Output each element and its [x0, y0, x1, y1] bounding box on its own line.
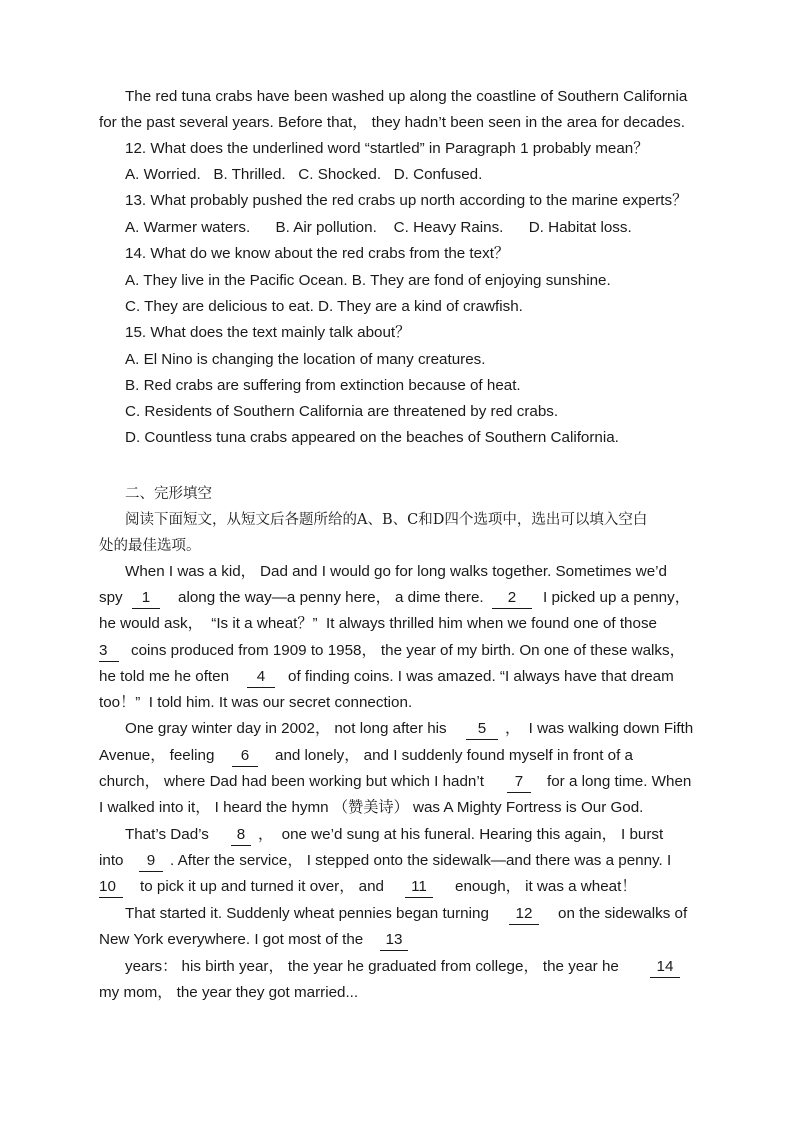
- cloze-text: church， where Dad had been working but which I hadn’t: [99, 773, 484, 790]
- cloze-text: New York everywhere. I got most of the: [99, 931, 364, 948]
- question-options: A. El Nino is changing the location of many creatures.: [125, 351, 486, 368]
- cloze-text: . After the service， I stepped onto the sidewalk—and there was a penny. I: [170, 852, 672, 869]
- cloze-line: he would ask， “Is it a wheat？” It always thrilled him when we found one of those: [99, 615, 657, 632]
- cloze-text: along the way—a penny here， a dime there.: [178, 589, 484, 606]
- cloze-text: on the sidewalks of: [558, 905, 688, 922]
- question-options: B. Red crabs are suffering from extinction because of heat.: [125, 377, 521, 394]
- cloze-blank-13[interactable]: 13: [380, 930, 408, 951]
- cloze-blank-8[interactable]: 8: [231, 825, 251, 846]
- cloze-text: spy: [99, 589, 123, 606]
- question-stem: 15. What does the text mainly talk about？: [125, 324, 411, 341]
- question-options: A. Worried. B. Thrilled. C. Shocked. D. Confused.: [125, 166, 483, 183]
- cloze-blank-9[interactable]: 9: [139, 851, 163, 872]
- passage-line: The red tuna crabs have been washed up along the coastline of Southern California: [125, 88, 688, 105]
- question-options: C. Residents of Southern California are threatened by red crabs.: [125, 403, 559, 420]
- section-heading: 二、完形填空: [125, 486, 212, 502]
- cloze-blank-2[interactable]: 2: [492, 588, 532, 609]
- cloze-blank-3[interactable]: 3: [99, 641, 119, 662]
- cloze-blank-4[interactable]: 4: [247, 667, 275, 688]
- cloze-text: to pick it up and turned it over， and: [140, 878, 384, 895]
- cloze-blank-14[interactable]: 14: [650, 957, 680, 978]
- cloze-text: Avenue， feeling: [99, 747, 215, 764]
- cloze-text: and lonely， and I suddenly found myself in front of a: [275, 747, 633, 764]
- cloze-text: he told me he often: [99, 668, 230, 685]
- section-instruction: 处的最佳选项。: [99, 538, 201, 554]
- cloze-blank-5[interactable]: 5: [466, 719, 498, 740]
- cloze-text: That’s Dad’s: [125, 826, 209, 843]
- question-stem: 13. What probably pushed the red crabs up north according to the marine experts？: [125, 192, 688, 209]
- cloze-text: That started it. Suddenly wheat pennies began turning: [125, 905, 489, 922]
- section-instruction: 阅读下面短文，从短文后各题所给的A、B、C和D四个选项中，选出可以填入空白: [125, 512, 648, 528]
- cloze-line: my mom， the year they got married...: [99, 984, 359, 1001]
- question-stem: 12. What does the underlined word “startled” in Paragraph 1 probably mean？: [125, 140, 649, 157]
- cloze-text: years： his birth year， the year he graduated from college， the year he: [125, 958, 619, 975]
- cloze-line: too！” I told him. It was our secret connection.: [99, 694, 413, 711]
- cloze-line: When I was a kid， Dad and I would go for long walks together. Sometimes we’d: [125, 563, 667, 580]
- question-stem: 14. What do we know about the red crabs from the text？: [125, 245, 510, 262]
- question-options: A. They live in the Pacific Ocean. B. They are fond of enjoying sunshine.: [125, 272, 611, 289]
- cloze-text: I picked up a penny，: [543, 589, 690, 606]
- question-options: A. Warmer waters. B. Air pollution. C. Heavy Rains. D. Habitat loss.: [125, 219, 632, 236]
- cloze-text: for a long time. When: [547, 773, 692, 790]
- passage-line: for the past several years. Before that， they hadn’t been seen in the area for decades.: [99, 114, 685, 131]
- cloze-text: coins produced from 1909 to 1958， the year of my birth. On one of these walks，: [131, 642, 685, 659]
- cloze-line: I walked into it， I heard the hymn （赞美诗） was A Mighty Fortress is Our God.: [99, 799, 644, 816]
- cloze-blank-11[interactable]: 11: [405, 877, 433, 898]
- question-options: D. Countless tuna crabs appeared on the beaches of Southern California.: [125, 429, 619, 446]
- cloze-text: enough， it was a wheat！: [455, 878, 637, 895]
- cloze-blank-1[interactable]: 1: [132, 588, 160, 609]
- cloze-blank-10[interactable]: 10: [99, 877, 123, 898]
- question-options: C. They are delicious to eat. D. They are a kind of crawfish.: [125, 298, 523, 315]
- cloze-blank-12[interactable]: 12: [509, 904, 539, 925]
- cloze-text: of finding coins. I was amazed. “I always have that dream: [288, 668, 674, 685]
- cloze-blank-7[interactable]: 7: [507, 772, 531, 793]
- cloze-text: One gray winter day in 2002， not long after his: [125, 720, 447, 737]
- cloze-text: into: [99, 852, 124, 869]
- cloze-blank-6[interactable]: 6: [232, 746, 258, 767]
- cloze-text: ， one we’d sung at his funeral. Hearing this again， I burst: [258, 826, 664, 843]
- cloze-text: ， I was walking down Fifth: [505, 720, 694, 737]
